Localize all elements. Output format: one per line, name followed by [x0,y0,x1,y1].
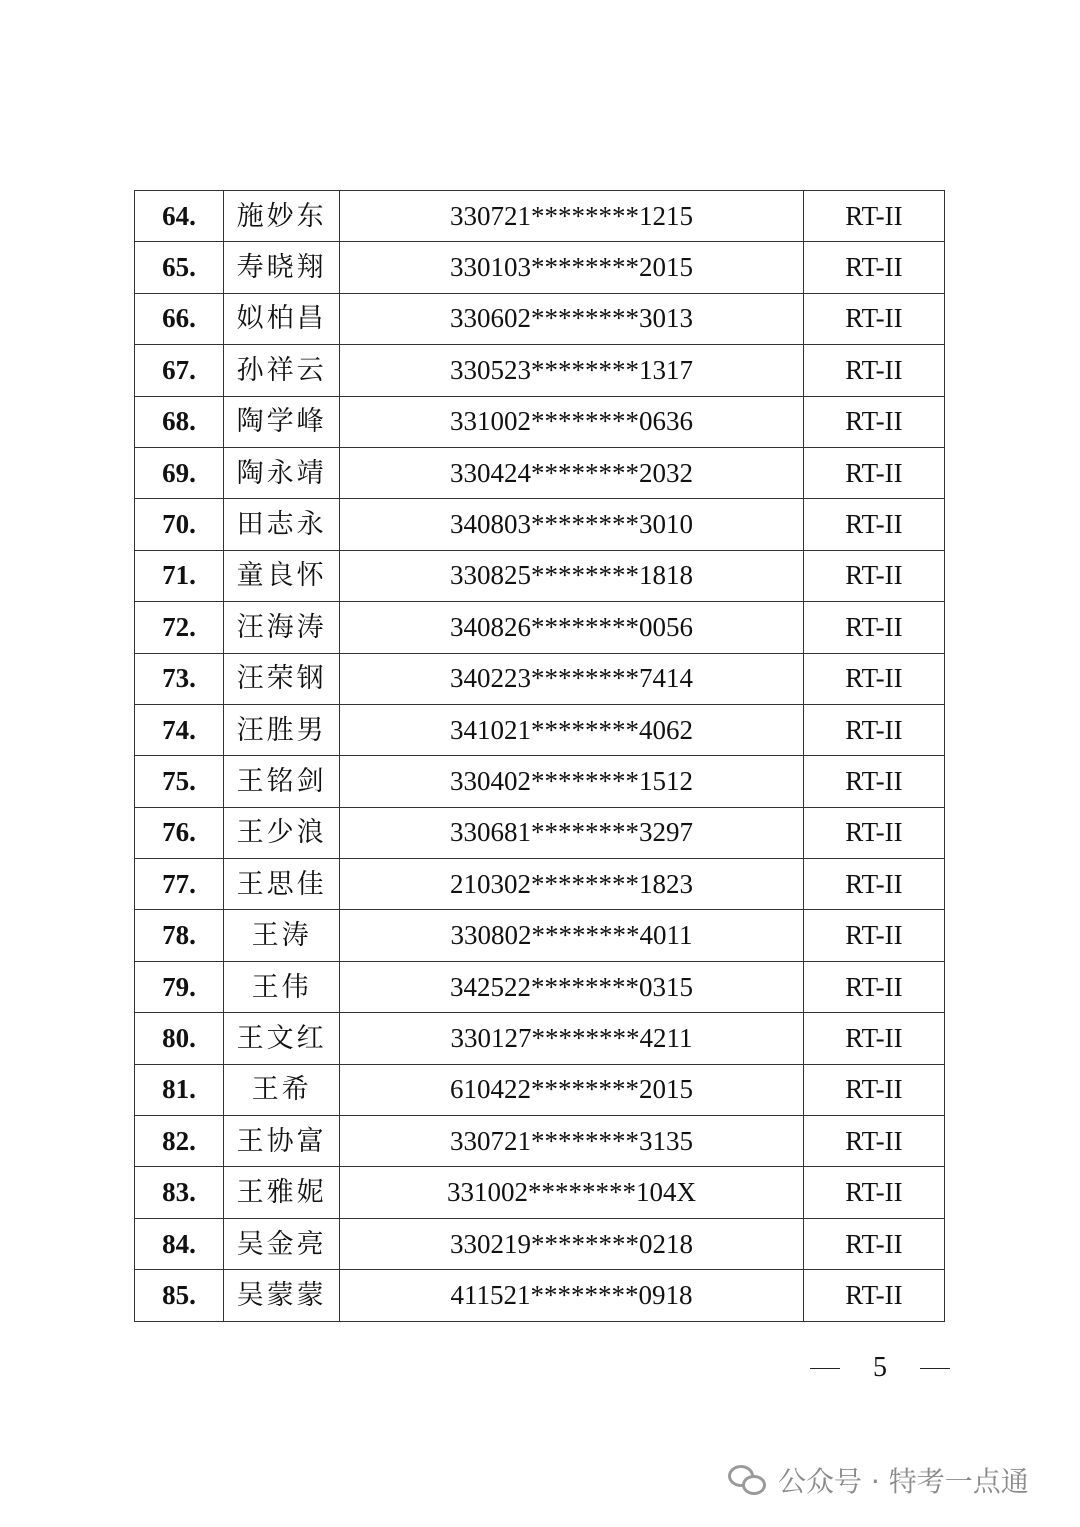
row-number: 80. [135,1013,224,1064]
table-row [135,602,945,653]
row-number: 72. [135,602,224,653]
row-certificate-type: RT-II [803,756,944,807]
table-row [135,1116,945,1167]
row-name: 吴蒙蒙 [224,1270,340,1321]
row-certificate-type: RT-II [803,602,944,653]
row-name: 汪荣钢 [224,653,340,704]
row-certificate-type: RT-II [803,910,944,961]
row-certificate-type: RT-II [803,499,944,550]
row-id-number: 610422********2015 [340,1064,804,1115]
row-name: 陶学峰 [224,396,340,447]
row-name: 王协富 [224,1116,340,1167]
row-name: 王文红 [224,1013,340,1064]
row-number: 75. [135,756,224,807]
row-number: 64. [135,191,224,242]
row-certificate-type: RT-II [803,859,944,910]
row-id-number: 330721********1215 [340,191,804,242]
row-id-number: 331002********0636 [340,396,804,447]
row-name: 寿晓翔 [224,242,340,293]
row-number: 83. [135,1167,224,1218]
row-number: 70. [135,499,224,550]
table-row [135,1013,945,1064]
row-certificate-type: RT-II [803,396,944,447]
table-row [135,396,945,447]
table-row [135,191,945,242]
wechat-icon [728,1463,768,1497]
row-certificate-type: RT-II [803,242,944,293]
row-certificate-type: RT-II [803,293,944,344]
table-row [135,242,945,293]
row-number: 65. [135,242,224,293]
row-certificate-type: RT-II [803,807,944,858]
row-name: 汪海涛 [224,602,340,653]
row-number: 84. [135,1218,224,1269]
row-id-number: 340826********0056 [340,602,804,653]
row-certificate-type: RT-II [803,1270,944,1321]
row-name: 王思佳 [224,859,340,910]
table-row [135,1218,945,1269]
row-certificate-type: RT-II [803,704,944,755]
table-row [135,345,945,396]
row-name: 王雅妮 [224,1167,340,1218]
row-name: 吴金亮 [224,1218,340,1269]
table-row [135,961,945,1012]
row-id-number: 330424********2032 [340,447,804,498]
watermark-text: 公众号 · 特考一点通 [778,1465,1029,1498]
row-certificate-type: RT-II [803,191,944,242]
row-certificate-type: RT-II [803,1013,944,1064]
row-certificate-type: RT-II [803,653,944,704]
row-number: 79. [135,961,224,1012]
row-id-number: 340803********3010 [340,499,804,550]
row-id-number: 330103********2015 [340,242,804,293]
row-number: 69. [135,447,224,498]
table-row [135,910,945,961]
table-row [135,1270,945,1321]
row-id-number: 330721********3135 [340,1116,804,1167]
row-certificate-type: RT-II [803,1116,944,1167]
row-id-number: 330402********1512 [340,756,804,807]
table-row [135,653,945,704]
row-certificate-type: RT-II [803,345,944,396]
row-number: 78. [135,910,224,961]
row-number: 71. [135,550,224,601]
row-id-number: 330825********1818 [340,550,804,601]
row-name: 孙祥云 [224,345,340,396]
row-number: 81. [135,1064,224,1115]
row-name: 田志永 [224,499,340,550]
row-number: 67. [135,345,224,396]
watermark [728,1460,1029,1500]
row-id-number: 330127********4211 [340,1013,804,1064]
row-number: 82. [135,1116,224,1167]
row-name: 王少浪 [224,807,340,858]
row-name: 陶永靖 [224,447,340,498]
row-number: 66. [135,293,224,344]
row-id-number: 331002********104X [340,1167,804,1218]
row-id-number: 411521********0918 [340,1270,804,1321]
row-id-number: 330602********3013 [340,293,804,344]
row-number: 74. [135,704,224,755]
table-row [135,293,945,344]
row-name: 施妙东 [224,191,340,242]
table-row [135,447,945,498]
row-certificate-type: RT-II [803,961,944,1012]
row-id-number: 341021********4062 [340,704,804,755]
table-row [135,756,945,807]
roster-table-body [135,191,945,1322]
page-number: 5 [873,1352,887,1383]
table-row [135,550,945,601]
row-id-number: 330523********1317 [340,345,804,396]
row-certificate-type: RT-II [803,1167,944,1218]
table-row [135,1064,945,1115]
table-row [135,859,945,910]
row-certificate-type: RT-II [803,550,944,601]
row-number: 77. [135,859,224,910]
row-id-number: 330219********0218 [340,1218,804,1269]
row-name: 王铭剑 [224,756,340,807]
row-certificate-type: RT-II [803,1218,944,1269]
row-name: 王伟 [224,961,340,1012]
table-row [135,499,945,550]
row-name: 王涛 [224,910,340,961]
row-id-number: 342522********0315 [340,961,804,1012]
row-id-number: 210302********1823 [340,859,804,910]
row-name: 王希 [224,1064,340,1115]
page-number-footer [810,1352,950,1384]
row-id-number: 330802********4011 [340,910,804,961]
row-name: 姒柏昌 [224,293,340,344]
row-id-number: 340223********7414 [340,653,804,704]
row-number: 73. [135,653,224,704]
row-name: 汪胜男 [224,704,340,755]
row-certificate-type: RT-II [803,1064,944,1115]
row-id-number: 330681********3297 [340,807,804,858]
table-row [135,1167,945,1218]
row-number: 76. [135,807,224,858]
row-number: 85. [135,1270,224,1321]
right-dash [920,1368,950,1369]
row-name: 童良怀 [224,550,340,601]
roster-table [134,190,945,1322]
row-number: 68. [135,396,224,447]
table-row [135,807,945,858]
table-row [135,704,945,755]
row-certificate-type: RT-II [803,447,944,498]
left-dash [810,1368,840,1369]
